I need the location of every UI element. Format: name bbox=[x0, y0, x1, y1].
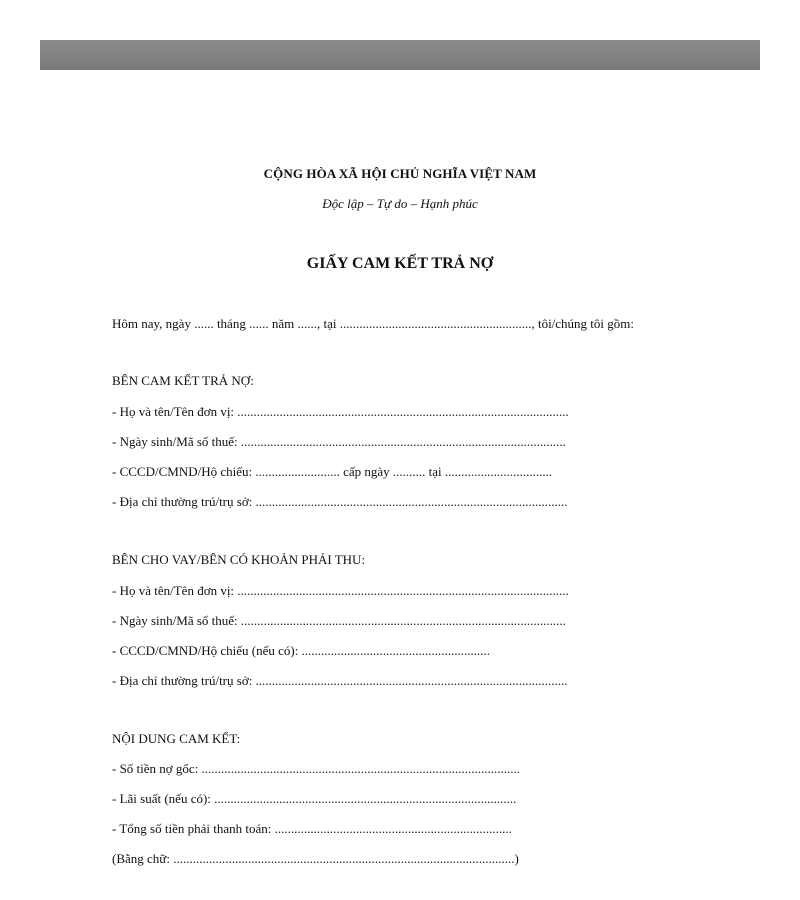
commitment-heading: NỘI DUNG CAM KẾT: bbox=[112, 731, 241, 746]
debtor-heading: BÊN CAM KẾT TRẢ NỢ: bbox=[112, 373, 254, 388]
national-motto: Độc lập – Tự do – Hạnh phúc bbox=[322, 196, 478, 211]
debtor-id-line: - CCCD/CMND/Hộ chiếu: .......................... cấp ngày .......... tại ................................. bbox=[112, 464, 553, 479]
document-page bbox=[0, 70, 800, 900]
debtor-address-line: - Địa chỉ thường trú/trụ sở: ................................................................................................ bbox=[112, 494, 568, 509]
viewer-toolbar bbox=[40, 40, 760, 70]
debtor-name-line: - Họ và tên/Tên đơn vị: ...................................................................................................... bbox=[112, 404, 569, 419]
total-line: - Tổng số tiền phải thanh toán: ......................................................................... bbox=[112, 821, 512, 836]
lender-address-line: - Địa chỉ thường trú/trụ sở: ................................................................................................ bbox=[112, 673, 568, 688]
interest-line: - Lãi suất (nếu có): ............................................................................................. bbox=[112, 791, 517, 806]
lender-id-line: - CCCD/CMND/Hộ chiếu (nếu có): .......................................................... bbox=[112, 643, 491, 658]
principal-line: - Số tiền nợ gốc: .................................................................................................. bbox=[112, 761, 521, 776]
debtor-dob-tax-line: - Ngày sinh/Mã số thuế: .................................................................................................... bbox=[112, 434, 566, 449]
document-title: GIẤY CAM KẾT TRẢ NỢ bbox=[306, 255, 494, 272]
lender-heading: BÊN CHO VAY/BÊN CÓ KHOẢN PHẢI THU: bbox=[112, 552, 366, 567]
lender-dob-tax-line: - Ngày sinh/Mã số thuế: .................................................................................................... bbox=[112, 613, 566, 628]
national-title: CỘNG HÒA XÃ HỘI CHỦ NGHĨA VIỆT NAM bbox=[263, 166, 537, 181]
intro-line: Hôm nay, ngày ...... tháng ...... năm ......, tại ..........................................................., tôi/chúng tôi gồm: bbox=[112, 316, 635, 331]
amount-in-words-line: (Bằng chữ: .........................................................................................................) bbox=[112, 851, 519, 866]
lender-name-line: - Họ và tên/Tên đơn vị: ...................................................................................................... bbox=[112, 583, 569, 598]
